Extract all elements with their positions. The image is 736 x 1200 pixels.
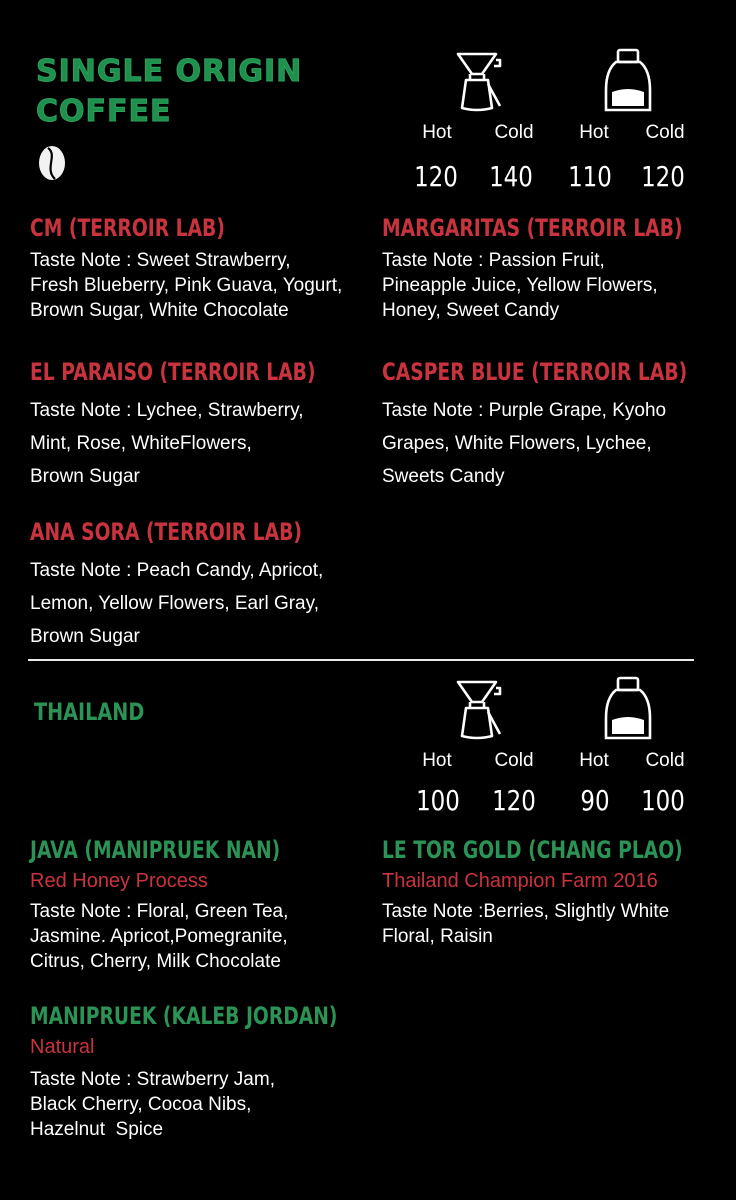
taste-note-line: Taste Note : Peach Candy, Apricot, xyxy=(30,560,324,581)
taste-note xyxy=(382,899,736,949)
taste-note-line: Sweets Candy xyxy=(382,466,505,487)
taste-note-line: Taste Note : Purple Grape, Kyoho xyxy=(382,400,667,421)
taste-note xyxy=(382,248,736,323)
pour-over-icon xyxy=(452,50,502,114)
taste-note-line: Taste Note : Floral, Green Tea, xyxy=(30,901,289,922)
taste-note xyxy=(30,394,396,493)
item-name: EL PARAISO (TERROIR LAB) xyxy=(30,358,316,386)
item-process: Thailand Champion Farm 2016 xyxy=(382,870,658,892)
menu-item xyxy=(30,1002,424,1142)
hot-label-siphon: Hot xyxy=(579,122,609,143)
section-divider xyxy=(28,659,694,661)
taste-note-line: Fresh Blueberry, Pink Guava, Yogurt, xyxy=(30,275,343,296)
cold-label-siphon: Cold xyxy=(645,750,685,771)
taste-note-line: Hazelnut Spice xyxy=(30,1119,164,1140)
taste-note-line: Taste Note :Berries, Slightly White xyxy=(382,901,670,922)
siphon-icon xyxy=(602,48,652,112)
item-name: LE TOR GOLD (CHANG PLAO) xyxy=(382,836,683,864)
taste-note-line: Mint, Rose, WhiteFlowers, xyxy=(30,433,252,454)
item-process: Red Honey Process xyxy=(30,870,208,892)
taste-note xyxy=(30,899,351,974)
taste-note-line: Brown Sugar, White Chocolate xyxy=(30,300,289,321)
cold-label-siphon: Cold xyxy=(645,122,685,143)
cold-label-pour-over: Cold xyxy=(494,122,534,143)
item-name: MARGARITAS (TERROIR LAB) xyxy=(382,214,683,242)
hot-label-siphon: Hot xyxy=(579,750,609,771)
section-title-thailand: THAILAND xyxy=(34,698,145,726)
menu-item xyxy=(30,836,351,974)
price-cold-pour-over: 140 xyxy=(489,160,533,193)
taste-note-line: Honey, Sweet Candy xyxy=(382,300,560,321)
taste-note xyxy=(30,248,342,323)
taste-note xyxy=(382,394,736,493)
menu-item xyxy=(30,358,396,493)
item-name: CM (TERROIR LAB) xyxy=(30,214,225,242)
price-hot-pour-over: 100 xyxy=(416,784,460,817)
taste-note-line: Citrus, Cherry, Milk Chocolate xyxy=(30,951,281,972)
taste-note-line: Floral, Raisin xyxy=(382,926,493,947)
title-line-1: SINGLE ORIGIN xyxy=(36,54,303,89)
taste-note-line: Lemon, Yellow Flowers, Earl Gray, xyxy=(30,593,319,614)
cold-label-pour-over: Cold xyxy=(494,750,534,771)
taste-note xyxy=(30,554,379,653)
taste-note-line: Taste Note : Passion Fruit, xyxy=(382,250,605,271)
taste-note-line: Jasmine. Apricot,Pomegranite, xyxy=(30,926,288,947)
pour-over-icon xyxy=(452,678,502,742)
item-name: JAVA (MANIPRUEK NAN) xyxy=(30,836,281,864)
menu-item xyxy=(30,214,342,323)
price-cold-siphon: 120 xyxy=(641,160,685,193)
item-process: Natural xyxy=(30,1036,95,1058)
taste-note-line: Pineapple Juice, Yellow Flowers, xyxy=(382,275,658,296)
taste-note-line: Brown Sugar xyxy=(30,466,140,487)
taste-note-line: Brown Sugar xyxy=(30,626,140,647)
menu-item xyxy=(30,518,379,653)
taste-note xyxy=(30,1067,424,1142)
hot-label-pour-over: Hot xyxy=(422,122,452,143)
hot-label-pour-over: Hot xyxy=(422,750,452,771)
item-name: CASPER BLUE (TERROIR LAB) xyxy=(382,358,688,386)
taste-note-line: Taste Note : Strawberry Jam, xyxy=(30,1069,275,1090)
price-cold-siphon: 100 xyxy=(641,784,685,817)
taste-note-line: Taste Note : Sweet Strawberry, xyxy=(30,250,291,271)
taste-note-line: Grapes, White Flowers, Lychee, xyxy=(382,433,652,454)
item-name: MANIPRUEK (KALEB JORDAN) xyxy=(30,1002,338,1030)
price-hot-siphon: 90 xyxy=(580,784,610,817)
page-title xyxy=(36,52,376,132)
item-name: ANA SORA (TERROIR LAB) xyxy=(30,518,302,546)
menu-item xyxy=(382,214,736,323)
taste-note-line: Black Cherry, Cocoa Nibs, xyxy=(30,1094,252,1115)
coffee-bean-icon xyxy=(38,145,66,181)
siphon-icon xyxy=(602,676,652,740)
price-cold-pour-over: 120 xyxy=(492,784,536,817)
menu-item xyxy=(382,836,736,949)
price-hot-siphon: 110 xyxy=(568,160,612,193)
price-hot-pour-over: 120 xyxy=(414,160,458,193)
menu-item xyxy=(382,358,736,493)
taste-note-line: Taste Note : Lychee, Strawberry, xyxy=(30,400,304,421)
title-line-2: COFFEE xyxy=(36,94,172,129)
